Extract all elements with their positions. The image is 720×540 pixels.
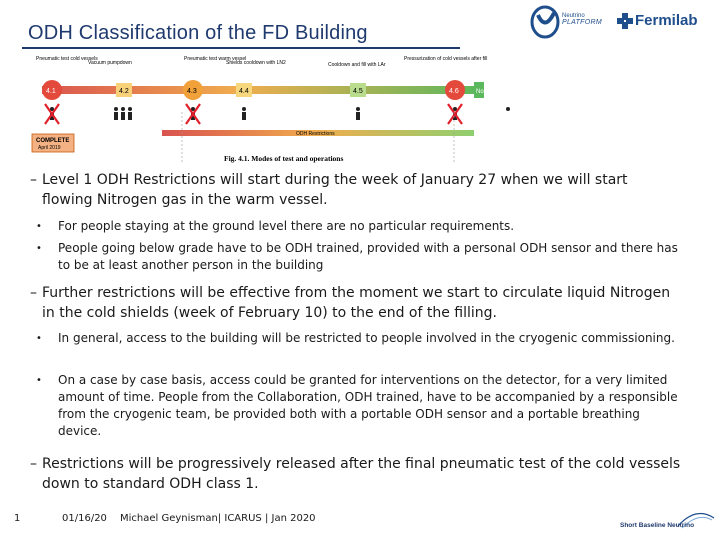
bullet-level2: • People going below grade have to be ODH trained, provided with a personal ODH sensor and there has to be at least another person in the building (36, 241, 678, 272)
normal-ops-label: Normal Operations (476, 89, 527, 95)
bullet-text: Restrictions will be progressively released after the final pneumatic test of the cold vessels down to standard ODH class 1. (42, 456, 681, 492)
node-label-4-6: 4.6 (449, 88, 459, 95)
fermilab-wordmark: Fermilab (635, 12, 698, 29)
neutrino-platform-logo-icon (530, 5, 560, 39)
people-icons (45, 104, 510, 124)
bullet-text: In general, access to the building will be restricted to people involved in the cryogenic commissioning. (58, 331, 675, 345)
person-icon (121, 107, 125, 120)
sbn-logo (616, 504, 716, 534)
complete-badge-date: April 2019 (38, 145, 61, 151)
bullet-level2: • In general, access to the building will be restricted to people involved in the cryogenic commissioning. (58, 330, 678, 347)
stage-label-1: Pneumatic test cold vessels (36, 56, 98, 62)
node-label-4-2: 4.2 (119, 88, 129, 95)
stage-label-2: Vacuum pumpdown (88, 60, 132, 66)
bullet-text: People going below grade have to be ODH trained, provided with a personal ODH sensor and there has to be at least another person in the building (58, 241, 678, 272)
footer-author: Michael Geynisman| ICARUS | Jan 2020 (120, 513, 316, 524)
bullet-level2: • On a case by case basis, access could be granted for interventions on the detector, for a very limited amount of time. People from the Collaboration, ODH trained, have to be accompanied by a responsible from the cryogenic team, be provided both with a portable ODH sensor and a portable breathing device. (36, 373, 678, 438)
fermilab-logo-icon (617, 13, 633, 29)
bullet-text: On a case by case basis, access could be granted for interventions on the detector, for a very limited amount of time. People from the Collaboration, ODH trained, have to be accompanied by a responsible from the cryogenic team, be provided both with a portable ODH sensor and a portable breathing device. (58, 373, 678, 438)
node-label-4-4: 4.4 (239, 88, 249, 95)
footer-date: 01/16/20 (62, 513, 107, 524)
person-icon (356, 107, 360, 120)
timeline-bar (42, 86, 478, 94)
bullet-level2: • For people staying at the ground level there are no particular requirements. (58, 218, 678, 235)
bullet-text: Level 1 ODH Restrictions will start during the week of January 27 when we will start flowing Nitrogen gas in the warm vessel. (42, 172, 628, 208)
sbn-logo-icon (616, 504, 716, 534)
person-icon (114, 107, 118, 120)
person-icon (506, 107, 510, 111)
node-label-4-3: 4.3 (187, 88, 197, 95)
stage-label-6: Pressurization of cold vessels after fill (404, 56, 488, 62)
svg-text:Short Baseline Neutrino: Short Baseline Neutrino (620, 522, 695, 529)
modes-figure (28, 52, 527, 168)
person-icon (128, 107, 132, 120)
bullet-text: For people staying at the ground level there are no particular requirements. (58, 219, 515, 233)
person-icon (242, 107, 246, 120)
figure-caption: Fig. 4.1. Modes of test and operations (224, 154, 344, 163)
stage-label-5: Cooldown and fill with LAr (328, 62, 386, 68)
restrictions-label: ODH Restrictions (296, 131, 335, 137)
node-label-4-5: 4.5 (353, 88, 363, 95)
page-title: ODH Classification of the FD Building (28, 22, 368, 44)
header-logos (528, 4, 718, 40)
stage-label-4: Shields cooldown with LN2 (226, 60, 286, 66)
stage-label-3: Pneumatic test warm vessel (184, 56, 247, 62)
bullet-text: Further restrictions will be effective from the moment we start to circulate liquid Nitrogen in the cold shields (week of February 10) to the end of the filling. (42, 285, 671, 321)
page-number: 1 (14, 513, 21, 524)
complete-badge-label: COMPLETE (36, 138, 70, 144)
title-underline (22, 47, 460, 49)
neutrino-platform-wordmark: Neutrino PLATFORM (562, 13, 602, 26)
node-label-4-1: 4.1 (46, 88, 56, 95)
